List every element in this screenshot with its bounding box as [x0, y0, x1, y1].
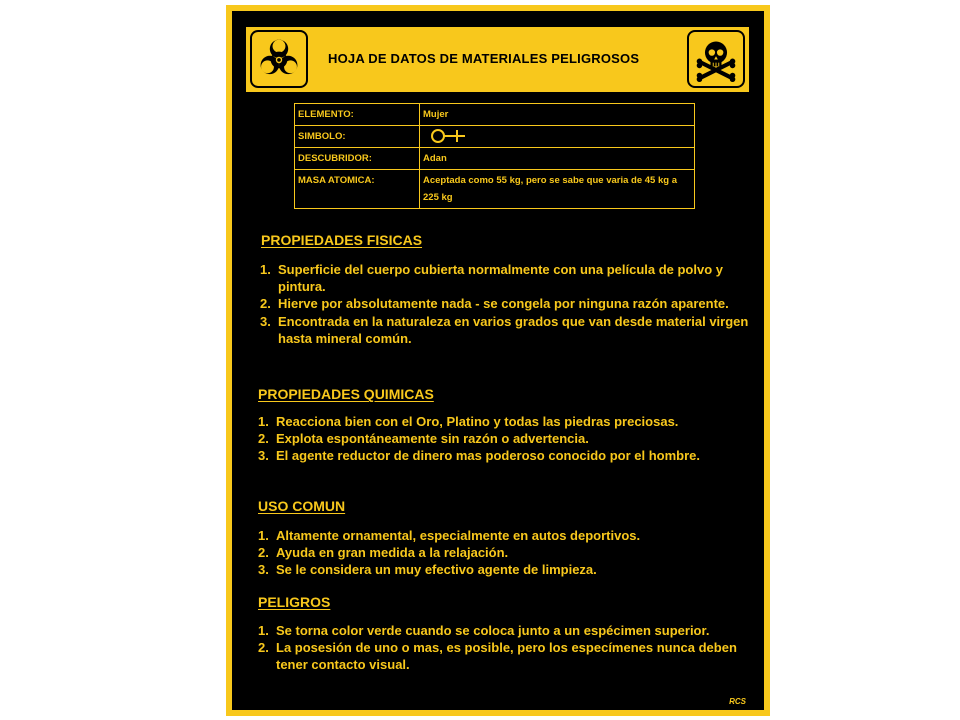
table-value: [420, 126, 695, 148]
table-key: DESCUBRIDOR:: [295, 148, 420, 170]
biohazard-icon: [250, 30, 308, 88]
section-title-propiedades-quimicas: PROPIEDADES QUIMICAS: [258, 386, 434, 402]
table-row: [295, 148, 695, 170]
item-text: Superficie del cuerpo cubierta normalmente con una película de polvo y pintura.: [278, 262, 723, 295]
table-row: [295, 170, 695, 209]
list-item: [258, 639, 763, 673]
list-item: [260, 295, 760, 312]
list-propiedades-quimicas: [258, 413, 748, 465]
list-item: [258, 622, 736, 639]
item-number: 1.: [258, 623, 269, 638]
item-number: 1.: [258, 414, 269, 429]
item-number: 3.: [260, 313, 271, 329]
list-item: [260, 313, 760, 347]
table-value: Mujer: [420, 104, 695, 126]
signature: RCS: [729, 697, 746, 706]
item-text: Explota espontáneamente sin razón o advertencia.: [276, 431, 589, 447]
item-number: 2.: [258, 431, 269, 447]
item-number: 2.: [258, 640, 269, 656]
list-item: [258, 561, 748, 578]
list-item: [258, 413, 748, 430]
item-number: 2.: [260, 296, 271, 312]
item-text: Encontrada en la naturaleza en varios grados que van desde material virgen hasta mineral común.: [278, 313, 749, 346]
item-number: 1.: [260, 262, 271, 277]
item-text: Se torna color verde cuando se coloca junto a un espécimen superior.: [276, 623, 710, 638]
table-key: MASA ATOMICA:: [295, 170, 420, 209]
sheet-header: [246, 27, 749, 92]
table-key: SIMBOLO:: [295, 126, 420, 148]
item-text: Reacciona bien con el Oro, Platino y todas las piedras preciosas.: [276, 414, 679, 429]
section-title-uso-comun: USO COMUN: [258, 498, 346, 514]
item-number: 2.: [258, 545, 269, 561]
table-row: [295, 126, 695, 148]
list-item: [258, 447, 726, 464]
section-title-propiedades-fisicas: PROPIEDADES FISICAS: [261, 232, 423, 248]
sheet-title: HOJA DE DATOS DE MATERIALES PELIGROSOS: [328, 51, 640, 66]
section-title-peligros: PELIGROS: [258, 594, 331, 610]
item-text: El agente reductor de dinero mas poderoso conocido por el hombre.: [276, 448, 701, 464]
item-text: La posesión de uno o mas, es posible, pero los especímenes nunca deben tener contacto visual.: [276, 640, 737, 673]
item-text: Hierve por absolutamente nada - se congela por ninguna razón aparente.: [278, 296, 729, 312]
table-value: Adan: [420, 148, 695, 170]
table-value: Aceptada como 55 kg, pero se sabe que varia de 45 kg a 225 kg: [420, 170, 695, 209]
item-number: 3.: [258, 448, 269, 464]
table-row: [295, 104, 695, 126]
element-data-table: [294, 103, 695, 209]
list-item: [260, 261, 760, 295]
table-key: ELEMENTO:: [295, 104, 420, 126]
list-item: [258, 544, 748, 561]
item-text: Altamente ornamental, especialmente en autos deportivos.: [276, 528, 641, 543]
item-text: Se le considera un muy efectivo agente de limpieza.: [276, 562, 597, 578]
skull-crossbones-icon: [687, 30, 745, 88]
list-uso-comun: [258, 527, 748, 579]
item-text: Ayuda en gran medida a la relajación.: [276, 545, 509, 561]
female-symbol-icon: [429, 128, 469, 144]
list-item: [258, 527, 748, 544]
item-number: 3.: [258, 562, 269, 578]
list-propiedades-fisicas: [260, 261, 760, 347]
item-number: 1.: [258, 528, 269, 543]
list-peligros: [258, 622, 763, 674]
list-item: [258, 430, 748, 447]
